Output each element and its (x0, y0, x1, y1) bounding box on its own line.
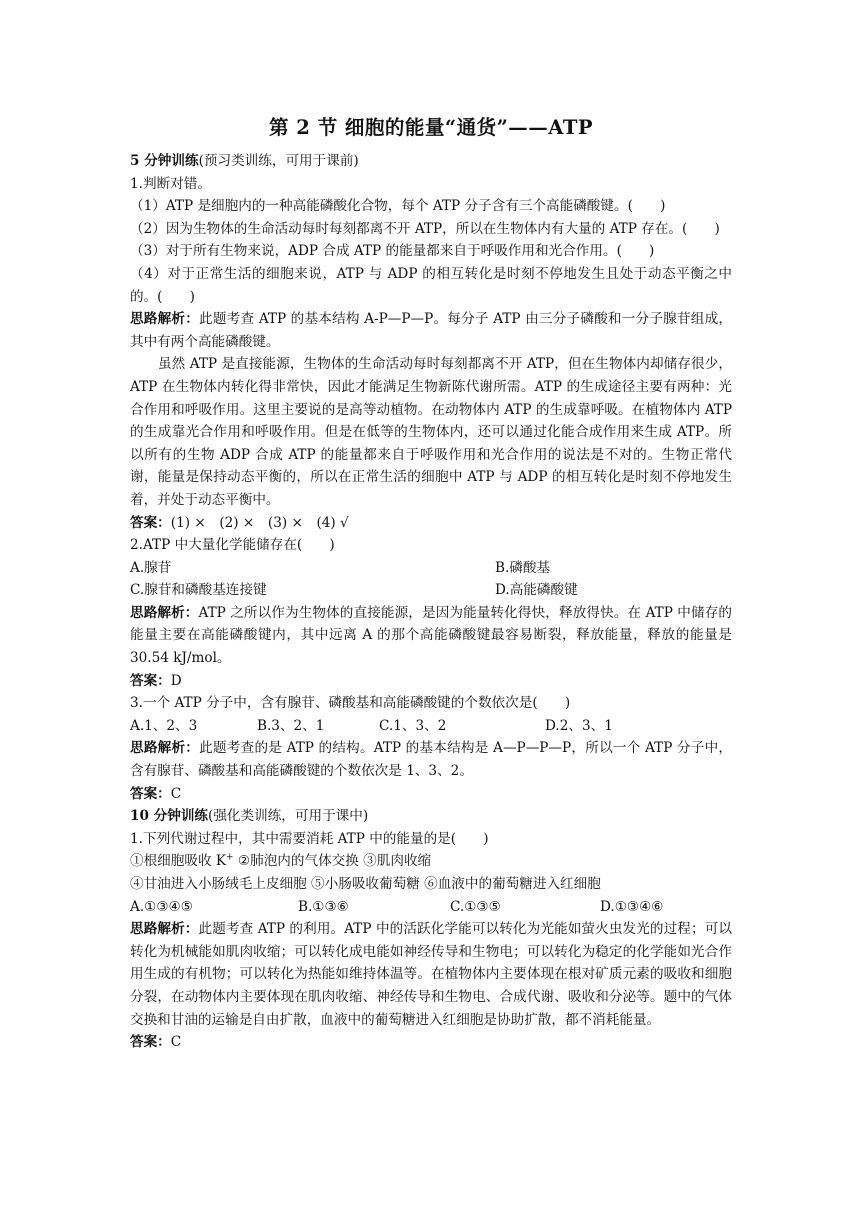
options-row (130, 557, 732, 580)
section-heading (130, 150, 732, 173)
answer-label: 答案： (130, 1034, 171, 1051)
option-c: C.腺苷和磷酸基连接键 (130, 582, 267, 599)
answer-label: 答案： (130, 514, 171, 531)
section-heading (130, 805, 732, 828)
analysis-paragraph (130, 602, 732, 670)
analysis-text: 此题考查的是 ATP 的结构。ATP 的基本结构是 A—P—P—P，所以一个 ATP 分子中，含有腺苷、磷酸基和高能磷酸键的个数依次是 1、3、2。 (130, 740, 733, 780)
judgement-item: （2）因为生物体的生命活动每时每刻都离不开 ATP，所以在生物体内有大量的 ATP 存在。( ) (130, 220, 720, 237)
question-stem: 3.一个 ATP 分子中，含有腺苷、磷酸基和高能磷酸键的个数依次是( ) (130, 695, 571, 712)
analysis-label: 思路解析： (130, 311, 200, 328)
answer-label: 答案： (130, 785, 171, 802)
answer-text: D (170, 672, 182, 689)
answer-text: C (170, 1034, 182, 1051)
answer-line (130, 1031, 732, 1054)
judgement-item: （4）对于正常生活的细胞来说，ATP 与 ADP 的相互转化是时刻不停地发生且处于动态平衡之中的。( ) (130, 265, 732, 305)
judgement-item: （1）ATP 是细胞内的一种高能磷酸化合物，每个 ATP 分子含有三个高能磷酸键。( ) (130, 198, 666, 215)
process-list (130, 850, 732, 873)
process-text: ①根细胞吸收 K (130, 853, 227, 870)
analysis-text: 此题考查 ATP 的基本结构 A-P—P—P。每分子 ATP 由三分子磷酸和一分子腺苷组成，其中有两个高能磷酸键。 (130, 311, 732, 350)
option-a: A.1、2、3 (130, 717, 198, 734)
page-title: 第 2 节 细胞的能量“通货”——ATP (268, 116, 594, 139)
option-d: D.2、3、1 (545, 717, 613, 734)
judgement-item: （3）对于所有生物来说，ADP 合成 ATP 的能量都来自于呼吸作用和光合作用。( ) (130, 243, 655, 260)
question-stem: 1.判断对错。 (130, 175, 211, 192)
analysis-text: ATP 之所以作为生物体的直接能源，是因为能量转化得快，释放得快。在 ATP 中储存的能量主要在高能磷酸键内，其中远离 A 的那个高能磷酸键最容易断裂，释放能量，释放的能量是 30.54 kJ/mol。 (130, 604, 732, 667)
option-d: D.高能磷酸键 (495, 582, 578, 599)
charge-superscript: + (226, 852, 234, 863)
option-b: B.3、2、1 (257, 717, 325, 734)
analysis-label: 思路解析： (130, 921, 199, 938)
answer-line (130, 512, 732, 535)
question-stem: 1.下列代谢过程中，其中需要消耗 ATP 中的能量的是( ) (130, 830, 489, 847)
option-c: C.①③⑤ (450, 898, 501, 915)
option-b: B.①③⑥ (298, 898, 349, 915)
answer-line (130, 670, 732, 693)
analysis-label: 思路解析： (130, 740, 200, 757)
answer-label: 答案： (130, 672, 171, 689)
analysis-paragraph (130, 918, 732, 1031)
question-stem: 2.ATP 中大量化学能储存在( ) (130, 537, 335, 554)
section-label: 5 分钟训练 (130, 153, 199, 169)
analysis-paragraph (130, 308, 732, 353)
analysis-paragraph: 虽然 ATP 是直接能源，生物体的生命活动每时每刻都离不开 ATP，但在生物体内却储存很少，ATP 在生物体内转化得非常快，因此才能满足生物新陈代谢所需。ATP 的生成途径主要有两种：光合作用和呼吸作用。这里主要说的是高等动植物。在动物体内 ATP 的生成靠呼吸。在植物体内 ATP 的生成靠光合作用和呼吸作用。但是在低等的生物体内，还可以通过化能合成作用来生成 ATP。所以所有的生物 ADP 合成 ATP 的能量都来自于呼吸作用和光合作用的说法是不对的。生物正常代谢，能量是保持动态平衡的，所以在正常生活的细胞中 ATP 与 ADP 的相互转化是时刻不停地发生着，并处于动态平衡中。 (130, 356, 732, 508)
options-row (130, 579, 732, 602)
document-page (130, 108, 732, 1054)
options-row (130, 896, 732, 919)
process-text: ②肺泡内的气体交换 ③肌肉收缩 (233, 853, 432, 870)
analysis-label: 思路解析： (130, 604, 199, 621)
section-note: (预习类训练，可用于课前) (198, 153, 359, 169)
option-c: C.1、3、2 (379, 717, 447, 734)
option-a: A.腺苷 (130, 559, 172, 576)
section-note: (强化类训练，可用于课中) (208, 808, 369, 825)
options-row (130, 715, 732, 738)
answer-line (130, 783, 732, 806)
option-b: B.磷酸基 (495, 559, 551, 576)
option-d: D.①③④⑥ (600, 898, 664, 915)
answer-text: (1) × (2) × (3) × (4) √ (170, 514, 349, 531)
option-a: A.①③④⑤ (130, 898, 193, 915)
section-label: 10 分钟训练 (130, 808, 209, 825)
analysis-text: 此题考查 ATP 的利用。ATP 中的活跃化学能可以转化为光能如萤火虫发光的过程；可以转化为机械能如肌肉收缩；可以转化成电能如神经传导和生物电；可以转化为稳定的化学能如光合作用生成的有机物；可以转化为热能如维持体温等。在植物体内主要体现在根对矿质元素的吸收和细胞分裂，在动物体内主要体现在肌肉收缩、神经传导和生物电、合成代谢、吸收和分泌等。题中的气体交换和甘油的运输是自由扩散，血液中的葡萄糖进入红细胞是协助扩散，都不消耗能量。 (130, 921, 732, 1028)
process-list: ④甘油进入小肠绒毛上皮细胞 ⑤小肠吸收葡萄糖 ⑥血液中的葡萄糖进入红细胞 (130, 876, 601, 892)
answer-text: C (170, 785, 182, 802)
analysis-paragraph (130, 737, 732, 782)
